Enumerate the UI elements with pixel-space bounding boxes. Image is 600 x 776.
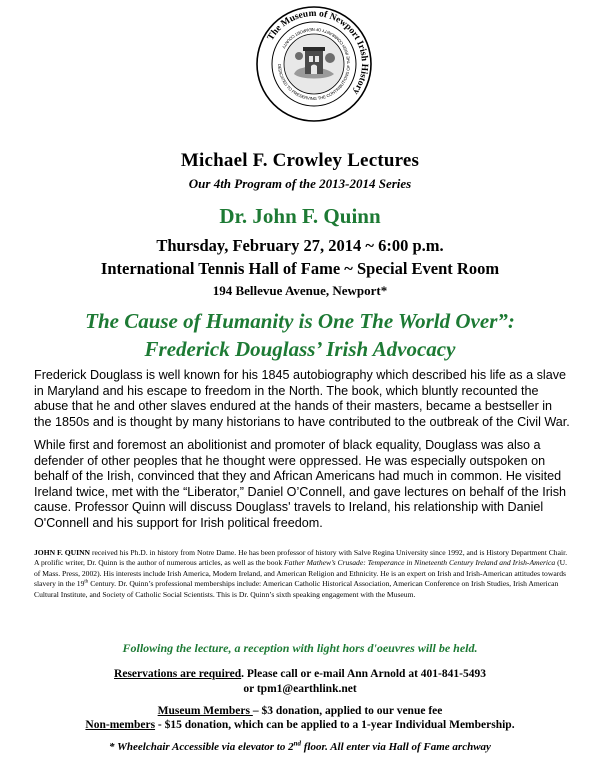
seal-ring-text: The Museum of Newport Irish History bbox=[265, 8, 370, 97]
event-address: 194 Bellevue Avenue, Newport* bbox=[212, 283, 388, 298]
access-text-2: floor. All enter via Hall of Fame archway bbox=[300, 741, 491, 753]
series-subtitle: Our 4th Program of the 2013-2014 Series bbox=[188, 176, 412, 191]
accessibility-note bbox=[0, 741, 600, 753]
access-text-1: * Wheelchair Accessible via elevator to 2 bbox=[109, 741, 294, 753]
reservations-text: . Please call or e-mail Ann Arnold at 401-841-5493 bbox=[241, 668, 486, 680]
access-superscript: nd bbox=[293, 739, 301, 748]
bio-superscript: th bbox=[84, 579, 89, 585]
bio-name: JOHN F. QUINN bbox=[34, 548, 91, 557]
nonmembers-label: Non-members bbox=[85, 719, 156, 731]
reception-note: Following the lecture, a reception with light hors d'oeuvres will be held. bbox=[122, 641, 478, 655]
series-title: Michael F. Crowley Lectures bbox=[180, 150, 420, 171]
bio-text-3: Century. Dr. Quinn’s professional memberships include: American Catholic Historical Association, American Conference on Irish Studies, Irish American Cultural Institute, and Society of Catholic Social Scientists. This is Dr. Quinn’s sixth speaking engagement with the Museum. bbox=[34, 579, 559, 599]
bio-book-title: Father Mathew’s Crusade: Temperance in Nineteenth Century Ireland and Irish-America bbox=[284, 558, 556, 568]
speaker-name: Dr. John F. Quinn bbox=[219, 204, 381, 228]
reservations-email[interactable]: or tpm1@earthlink.net bbox=[243, 683, 357, 695]
bio-text-2: (U. of Mass. Press, 2002). His interests include Irish America, Modern Ireland, and American Religion and Ethnicity. He is an expert on Irish and Irish-American attitudes towards slavery in the 19 bbox=[34, 558, 567, 589]
members-text: – $3 donation, applied to our venue fee bbox=[252, 705, 443, 717]
reservations-label: Reservations are required bbox=[114, 668, 242, 680]
bio-text-1: received his Ph.D. in history from Notre Dame. He has been professor of history with Salve Regina University since 1992, and is History Department Chair. A prolific writer, Dr. Quinn is the author of numerous articles, as well as the book bbox=[34, 548, 568, 568]
speaker-bio bbox=[34, 548, 572, 600]
nonmembers-pricing bbox=[0, 719, 600, 731]
nonmembers-text: - $15 donation, which can be applied to a 1-year Individual Membership. bbox=[155, 719, 515, 731]
event-venue: International Tennis Hall of Fame ~ Special Event Room bbox=[100, 259, 500, 278]
members-label: Museum Members bbox=[157, 705, 253, 717]
lecture-title-line2: Frederick Douglass’ Irish Advocacy bbox=[144, 337, 456, 361]
museum-seal-logo bbox=[254, 4, 374, 124]
lecture-title-line1: The Cause of Humanity is One The World Over”: bbox=[85, 309, 515, 333]
description-paragraph-1: Frederick Douglass is well known for his 1845 autobiography which described his life as a slave in Maryland and his escape to freedom in the North. The book, which bluntly recounted the abuse that he and other slaves endured at the hands of their masters, became a bestseller in the 1850s and is thought by many historians to have contributed to the outbreak of the Civil War. bbox=[34, 368, 570, 429]
reservations-line bbox=[0, 668, 600, 680]
seal-inner-ring-text: DEDICATED TO PRESERVING THE CONTRIBUTIONS OF THE IRISH COMMUNITY OF NEWPORT COUNTY bbox=[276, 26, 352, 102]
description-paragraph-2: While first and foremost an abolitionist and promoter of black equality, Douglass was also a defender of other peoples that he thought were oppressed. He was especially outspoken on behalf of the Irish, convinced that they and African Americans had much in common. He visited Ireland twice, met with the “Liberator,” Daniel O’Connell, and gave lectures on behalf of the Irish cause. Professor Quinn will discuss Douglass' travels to Ireland, his relationship with Daniel O'Connell and his support for Irish political freedom. bbox=[34, 438, 567, 530]
members-pricing bbox=[0, 705, 600, 717]
event-datetime: Thursday, February 27, 2014 ~ 6:00 p.m. bbox=[156, 236, 444, 255]
